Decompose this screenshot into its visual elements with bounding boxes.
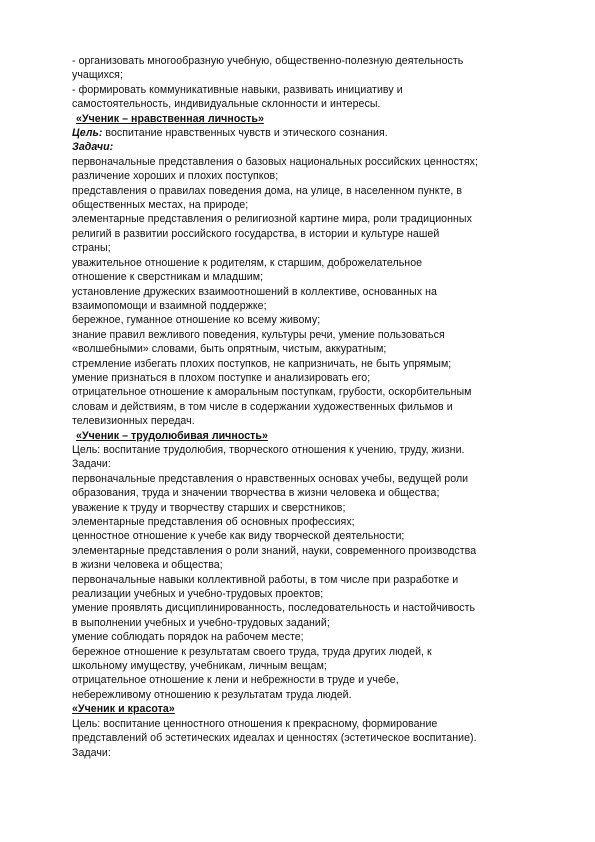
task-line: общественных местах, на природе; [72, 199, 249, 212]
document-page [72, 54, 552, 760]
task-line: первоначальные представления о базовых национальных российских ценностях; [72, 155, 478, 168]
section-heading-moral: «Ученик – нравственная личность» [76, 112, 264, 125]
tasks-label: Задачи: [72, 458, 111, 471]
task-line: отрицательное отношение к аморальным поступкам, грубости, оскорбительным [72, 386, 472, 399]
task-line: в выполнении учебных и учебно-трудовых заданий; [72, 616, 330, 629]
intro-line: - организовать многообразную учебную, общественно-полезную деятельность [72, 55, 464, 67]
task-line: религий в развитии российского государства, в истории и культуре нашей [72, 227, 440, 240]
task-line: умение соблюдать порядок на рабочем месте; [72, 631, 304, 644]
tasks-label: Задачи: [72, 746, 111, 759]
goal-line: Цель: воспитание трудолюбия, творческого отношения к учению, труду, жизни. [72, 443, 465, 456]
task-line: реализации учебных и учебно-трудовых проектов; [72, 588, 324, 601]
intro-line: - формировать коммуникативные навыки, развивать инициативу и [72, 83, 403, 96]
tasks-label: Задачи: [72, 141, 114, 154]
task-line: ценностное отношение к учебе как виду творческой деятельности; [72, 530, 405, 543]
task-line: различение хороших и плохих поступков; [72, 170, 279, 183]
section-heading-labor: «Ученик – трудолюбивая личность» [76, 429, 268, 442]
intro-line: самостоятельность, индивидуальные склонности и интересы. [72, 98, 381, 111]
task-line: знание правил вежливого поведения, культуры речи, умение пользоваться [72, 328, 445, 341]
task-line: первоначальные представления о нравственных основах учебы, ведущей роли [72, 472, 469, 485]
task-line: отношение к сверстникам и младшим; [72, 271, 264, 284]
goal-line [72, 126, 552, 140]
task-line: уважительное отношение к родителям, к старшим, доброжелательное [72, 256, 423, 269]
task-line: умение признаться в плохом поступке и анализировать его; [72, 371, 371, 384]
task-line: бережное, гуманное отношение ко всему живому; [72, 314, 321, 327]
task-line: образования, труда и значении творчества в жизни человека и общества; [72, 487, 440, 500]
goal-label: Цель: [72, 127, 103, 140]
goal-line: представлений об эстетических идеалах и ценностях (эстетическое воспитание). [72, 732, 477, 745]
task-line: взаимопомощи и взаимной поддержке; [72, 299, 267, 312]
task-line: бережное отношение к результатам своего труда, труда других людей, к [72, 645, 432, 658]
task-line: умение проявлять дисциплинированность, последовательность и настойчивость [72, 602, 476, 615]
task-line: телевизионных передач. [72, 415, 195, 428]
task-line: страны; [72, 242, 111, 255]
task-line: элементарные представления об основных профессиях; [72, 516, 355, 528]
task-line: стремление избегать плохих поступков, не капризничать, не быть упрямым; [72, 357, 452, 370]
task-line: элементарные представления о роли знаний, науки, современного производства [72, 544, 477, 557]
goal-text: воспитание нравственных чувств и этического сознания. [102, 127, 388, 140]
intro-line: учащихся; [72, 69, 123, 82]
section-heading-beauty: «Ученик и красота» [72, 703, 175, 716]
task-line: небережливому отношению к результатам труда людей. [72, 688, 352, 701]
section1-task-list [72, 155, 552, 429]
task-line: представления о правилах поведения дома, на улице, в населенном пункте, в [72, 184, 463, 197]
task-line: «волшебными» словами, быть опрятным, чистым, аккуратным; [72, 343, 387, 356]
task-line: в жизни человека и общества; [72, 559, 223, 572]
task-line: установление дружеских взаимоотношений в коллективе, основанных на [72, 285, 437, 298]
goal-line: Цель: воспитание ценностного отношения к прекрасному, формирование [72, 717, 438, 730]
task-line: словам и действиям, в том числе в содержании художественных фильмов и [72, 400, 453, 413]
task-line: первоначальные навыки коллективной работы, в том числе при разработке и [72, 573, 459, 586]
task-line: отрицательное отношение к лени и небрежности в труде и учебе, [72, 674, 399, 687]
task-line: элементарные представления о религиозной картине мира, роли традиционных [72, 213, 472, 226]
task-line: уважение к труду и творчеству старших и сверстников; [72, 501, 346, 514]
task-line: школьному имуществу, учебникам, личным вещам; [72, 660, 327, 673]
section2-task-list [72, 472, 552, 703]
